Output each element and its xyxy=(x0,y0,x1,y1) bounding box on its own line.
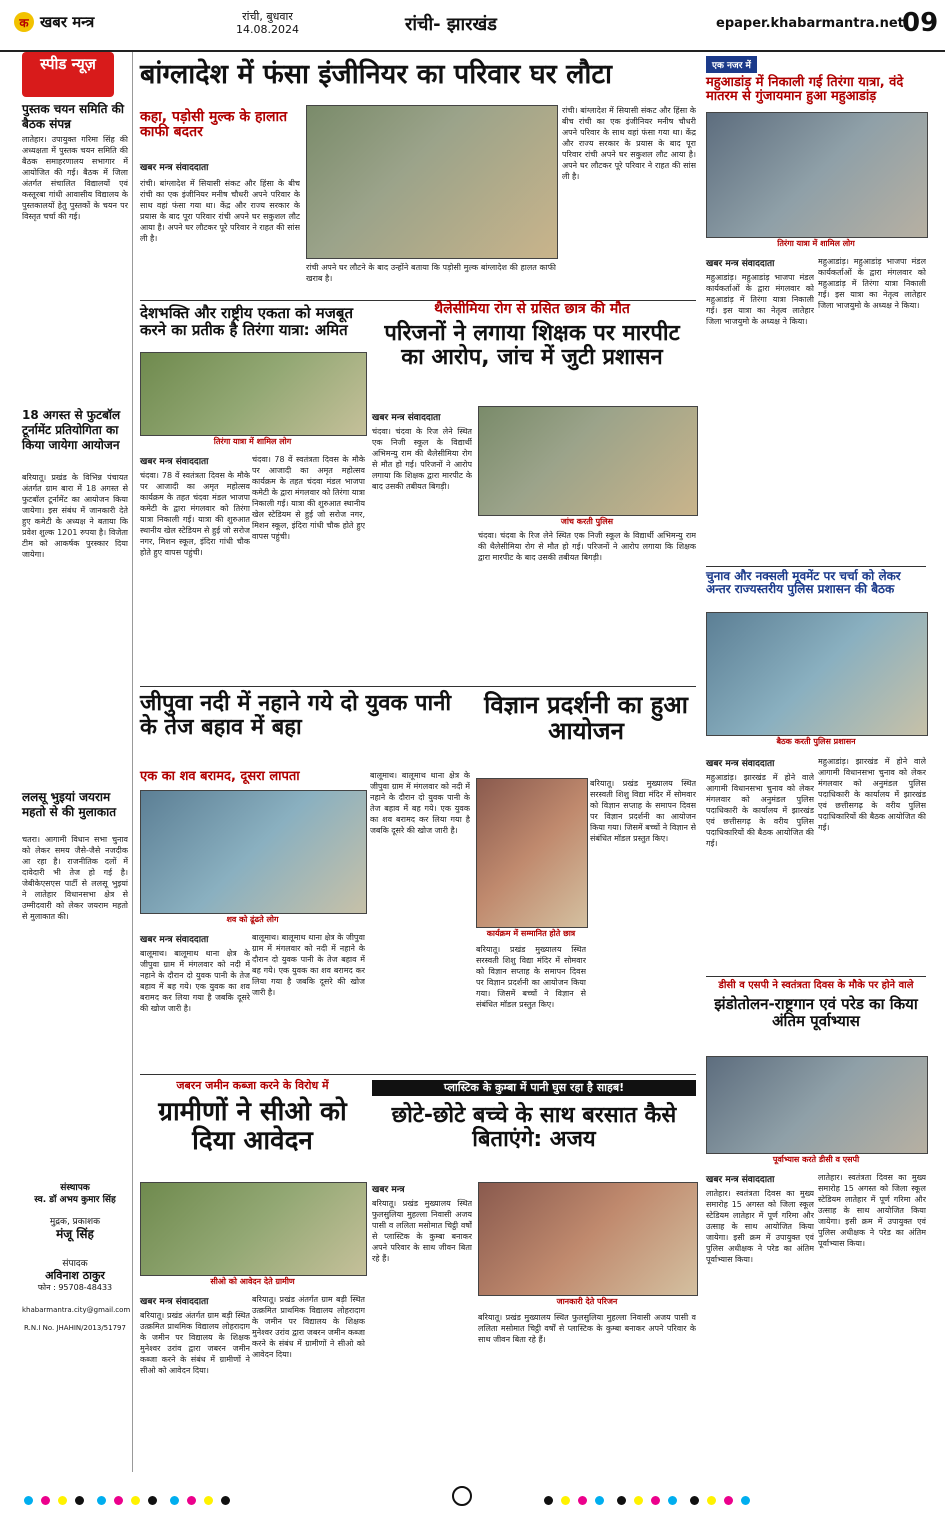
photo-caption: तिरंगा यात्रा में शामिल लोग xyxy=(706,238,926,249)
monsoon-body-continued: बरियातू। प्रखंड मुख्यालय स्थित फुलसुलिया मुहल्ला निवासी अजय पासी व ललिता मसोमात चिट्ठी वर्षों से प्लास्टिक के कुम्बा बनाकर अपने परिवार के साथ जीवन बिता रहे हैं। xyxy=(478,1313,696,1344)
brand-logo-icon: क xyxy=(14,12,34,32)
page-number: 09 xyxy=(902,8,939,38)
photo-caption: सीओ को आवेदन देते ग्रामीण xyxy=(140,1276,365,1287)
divider xyxy=(706,566,926,567)
item-title: 18 अगस्त से फुटबॉल टूर्नामेंट प्रतियोगिता का किया जायेगा आयोजन xyxy=(22,408,121,452)
divider xyxy=(140,686,696,687)
imprint xyxy=(22,1182,131,1334)
rehearsal-headline: झंडोतोलन-राष्ट्रगान एवं परेड का किया अंतिम पूर्वाभ्यास xyxy=(714,995,918,1030)
thalassemia-photo xyxy=(478,406,698,516)
byline: खबर मन्त्र xyxy=(372,1185,405,1195)
photo-caption: जांच करती पुलिस xyxy=(478,516,696,527)
rehearsal-body: लातेहार। स्वतंत्रता दिवस का मुख्य समारोह 15 अगस्त को जिला स्कूल स्टेडियम लातेहार में पूर्ण गरिमा और उत्साह के साथ आयोजित किया जायेगा। इसी क्रम में उपायुक्त एवं पुलिस अधीक्षक ने परेड का अंतिम पूर्वाभ्यास किया। xyxy=(706,1189,814,1264)
founder: स्व. डॉ अभय कुमार सिंह xyxy=(34,1195,116,1205)
date: 14.08.2024 xyxy=(236,23,299,36)
page-header xyxy=(0,0,945,52)
land-body-continued: बरियातू। प्रखंड अंतर्गत ग्राम बड़ी स्थित उत्क्रमित प्राथमिक विद्यालय लोहरादाग के जमीन पर विद्यालय के शिक्षक मुनेश्वर उरांव द्वारा जबरन जमीन कब्जा करने के संबंध में ग्रामीणों ने सीओ को आवेदन दिया। xyxy=(252,1295,365,1359)
byline: खबर मन्त्र संवाददाता xyxy=(706,1175,775,1185)
divider xyxy=(706,976,926,977)
science-headline: विज्ञान प्रदर्शनी का हुआ आयोजन xyxy=(484,691,688,746)
drowning-body: बालूमाथ। बालूमाथ थाना क्षेत्र के जीपुवा ग्राम में मंगलवार को नदी में नहाने के दौरान दो युवक पानी के तेज बहाव में बह गये। एक युवक का शव बरामद कर लिया गया है जबकि दूसरे की खोज जारी है। xyxy=(140,949,250,1013)
land-photo xyxy=(140,1182,367,1276)
rni-number: R.N.I No. JHAHIN/2013/51797 xyxy=(24,1324,126,1332)
item-body: चतरा। आगामी विधान सभा चुनाव को लेकर समय जैसे-जैसे नजदीक आ रहा है। राजनीतिक दलों में दावेदारी भी तेज हो गई है। जेबीकेएसएस पार्टी से ललसू भुइयां ने लातेहार विधानसभा क्षेत्र से उम्मीदवारी को लेकर जयराम महतो से मुलाकात की। xyxy=(22,835,128,921)
monsoon-headline: छोटे-छोटे बच्चे के साथ बरसात कैसे बिताएंगे: अजय xyxy=(391,1103,677,1153)
lead-body: रांची। बांग्लादेश में सियासी संकट और हिंसा के बीच रांची का एक इंजीनियर मनीष चौधरी अपने परिवार के साथ वहां फंसा गया था। केंद्र और राज्य सरकार के प्रयास के बाद पूरा परिवार रांची अपने घर सकुशल लौट आया है। अपने घर लौटकर पूरे परिवार ने राहत की सांस ली है। xyxy=(140,179,300,243)
science-photo xyxy=(476,778,588,928)
publisher-label: मुद्रक, प्रकाशक xyxy=(49,1217,101,1227)
registration-dots-left xyxy=(20,1490,234,1509)
drowning-body-continued: बालूमाथ। बालूमाथ थाना क्षेत्र के जीपुवा ग्राम में मंगलवार को नदी में नहाने के दौरान दो युवक पानी के तेज बहाव में बह गये। एक युवक का शव बरामद कर लिया गया है जबकि दूसरे की खोज जारी है। xyxy=(370,771,470,835)
monsoon-photo xyxy=(478,1182,698,1296)
drowning-headline: जीपुवा नदी में नहाने गये दो युवक पानी के तेज बहाव में बहा xyxy=(140,691,452,741)
science-body: बरियातू। प्रखंड मुख्यालय स्थित सरस्वती शिशु विद्या मंदिर में सोमवार को विज्ञान सप्ताह के समापन दिवस पर विज्ञान प्रदर्शनी का आयोजन किया गया। जिसमें बच्चों ने विज्ञान से संबंधित मॉडल प्रस्तुत किए। xyxy=(476,945,586,1009)
drowning-body-continued: बालूमाथ। बालूमाथ थाना क्षेत्र के जीपुवा ग्राम में मंगलवार को नदी में नहाने के दौरान दो युवक पानी के तेज बहाव में बह गये। एक युवक का शव बरामद कर लिया गया है जबकि दूसरे की खोज जारी है। xyxy=(252,933,365,997)
photo-caption: रांची अपने घर लौटने के बाद उन्होंने बताया कि पड़ोसी मुल्क बांग्लादेश की हालत काफी खराब है। xyxy=(306,263,556,283)
byline: खबर मन्त्र संवाददाता xyxy=(706,259,775,269)
print-registration-bar xyxy=(0,1478,945,1517)
photo-caption: शव को ढूंढते लोग xyxy=(140,914,365,925)
thalassemia-kicker: थैलेसीमिया रोग से ग्रसित छात्र की मौत xyxy=(434,301,630,317)
drowning-photo xyxy=(140,790,367,914)
publisher: मंजू सिंह xyxy=(56,1227,94,1241)
mahuadanr-headline: महुआडांड़ में निकाली गई तिरंगा यात्रा, वंदे मातरम से गुंजायमान हुआ महुआडांड़ xyxy=(706,75,904,105)
tiranga-headline: देशभक्ति और राष्ट्रीय एकता को मजबूत करने का प्रतीक है तिरंगा यात्रा: अमित xyxy=(140,304,354,339)
byline: खबर मन्त्र संवाददाता xyxy=(140,935,209,945)
thalassemia-body: चंदवा। चंदवा के रिज लेने स्थित एक निजी स्कूल के विद्यार्थी अभिमन्यु राम की थैलेसीमिया रोग से मौत हो गई। परिजनों ने आरोप लगाया कि शिक्षक द्वारा मारपीट के बाद उसकी तबीयत बिगड़ी। xyxy=(372,427,472,491)
mahuadanr-photo xyxy=(706,112,928,238)
registration-dots-right xyxy=(540,1490,754,1509)
thalassemia-headline: परिजनों ने लगाया शिक्षक पर मारपीट का आरोप, जांच में जुटी प्रशासन xyxy=(384,321,680,371)
city-day: रांची, बुधवार xyxy=(242,10,293,23)
science-body-continued: बरियातू। प्रखंड मुख्यालय स्थित सरस्वती शिशु विद्या मंदिर में सोमवार को विज्ञान सप्ताह के समापन दिवस पर विज्ञान प्रदर्शनी का आयोजन किया गया। जिसमें बच्चों ने विज्ञान से संबंधित मॉडल प्रस्तुत किए। xyxy=(590,779,696,843)
land-kicker: जबरन जमीन कब्जा करने के विरोध में xyxy=(176,1079,329,1092)
speed-news-badge: स्पीड न्यूज़ xyxy=(22,52,114,97)
byline: खबर मन्त्र संवाददाता xyxy=(372,413,441,423)
byline: खबर मन्त्र संवाददाता xyxy=(140,1297,209,1307)
epaper-url[interactable]: epaper.khabarmantra.net xyxy=(716,16,904,31)
rehearsal-body-continued: लातेहार। स्वतंत्रता दिवस का मुख्य समारोह 15 अगस्त को जिला स्कूल स्टेडियम लातेहार में पूर्ण गरिमा और उत्साह के साथ आयोजित किया जायेगा। इसी क्रम में उपायुक्त एवं पुलिस अधीक्षक ने परेड का अंतिम पूर्वाभ्यास किया। xyxy=(818,1173,926,1248)
item-body: लातेहार। उपायुक्त गरिमा सिंह की अध्यक्षता में पुस्तक चयन समिति की बैठक समाहरणालय सभागार में आयोजित की गई। बैठक में जिला अंतर्गत संचालित विद्यालयों एवं कस्तूरबा गांधी आवासीय विद्यालय के पुस्तकालयों हेतु पुस्तकों के चयन पर विस्तृत चर्चा की गई। xyxy=(22,135,128,221)
tiranga-body-continued: चंदवा। 78 वें स्वतंत्रता दिवस के मौके पर आजादी का अमृत महोत्सव कार्यक्रम के तहत चंदवा मंडल भाजपा कमेटी के द्वारा मंगलवार को तिरंगा यात्रा निकाली गई। यात्रा की शुरुआत स्थानीय खेल स्टेडियम से हुई जो सरोज नगर, मिशन स्कूल, इंदिरा गांधी चौक होते हुए वापस पहुंची। xyxy=(252,455,365,541)
photo-caption: बैठक करती पुलिस प्रशासन xyxy=(706,736,926,747)
land-headline: ग्रामीणों ने सीओ को दिया आवेदन xyxy=(158,1097,347,1156)
monsoon-kicker: प्लास्टिक के कुम्बा में पानी घुस रहा है साहब! xyxy=(372,1080,696,1096)
tiranga-photo xyxy=(140,352,367,436)
lead-photo xyxy=(306,105,558,259)
lead-body-continued: रांची। बांग्लादेश में सियासी संकट और हिंसा के बीच रांची का एक इंजीनियर मनीष चौधरी अपने परिवार के साथ वहां फंसा गया था। केंद्र और राज्य सरकार के प्रयास के बाद पूरा परिवार रांची अपने घर सकुशल लौट आया है। अपने घर लौटकर पूरे परिवार ने राहत की सांस ली है। xyxy=(562,106,696,181)
lead-headline: बांग्लादेश में फंसा इंजीनियर का परिवार घर लौटा xyxy=(140,59,613,90)
item-body: बरियातू। प्रखंड के विभिन्न पंचायत अंतर्गत ग्राम बारा में 18 अगस्त से फुटबॉल टूर्नामेंट का आयोजन किया जायेगा। इस संबंध में जानकारी देते हुए कमेटी के अध्यक्ष ने बताया कि प्रवेश शुल्क 1201 रुपया है। विजेता टीम को आकर्षक पुरस्कार दिया जायेगा। xyxy=(22,473,128,559)
rehearsal-kicker: डीसी व एसपी ने स्वतंत्रता दिवस के मौके पर होने वाले xyxy=(718,980,914,991)
item-title: ललसू भुइयां जयराम महतो से की मुलाकात xyxy=(22,790,117,819)
photo-caption: तिरंगा यात्रा में शामिल लोग xyxy=(140,436,365,447)
monsoon-body: बरियातू। प्रखंड मुख्यालय स्थित फुलसुलिया मुहल्ला निवासी अजय पासी व ललिता मसोमात चिट्ठी वर्षों से प्लास्टिक के कुम्बा बनाकर अपने परिवार के साथ जीवन बिता रहे हैं। xyxy=(372,1199,472,1263)
mahuadanr-body-continued: महुआडांड़। महुआडांड़ भाजपा मंडल कार्यकर्ताओं के द्वारा मंगलवार को महुआडांड़ में तिरंगा यात्रा निकाली गई। इस यात्रा का नेतृत्व लातेहार जिला भाजयुमो के अध्यक्ष ने किया। xyxy=(818,257,926,310)
ek-nazar-badge: एक नजर में xyxy=(706,56,757,73)
photo-caption: जानकारी देते परिजन xyxy=(478,1296,696,1307)
lead-kicker: कहा, पड़ोसी मुल्क के हालात काफी बदतर xyxy=(140,109,288,141)
photo-caption: कार्यक्रम में सम्मानित होते छात्र xyxy=(476,928,586,939)
tiranga-body: चंदवा। 78 वें स्वतंत्रता दिवस के मौके पर आजादी का अमृत महोत्सव कार्यक्रम के तहत चंदवा मंडल भाजपा कमेटी के द्वारा मंगलवार को तिरंगा यात्रा निकाली गई। यात्रा की शुरुआत स्थानीय खेल स्टेडियम से हुई जो सरोज नगर, मिशन स्कूल, इंदिरा गांधी चौक होते हुए वापस पहुंची। xyxy=(140,471,250,557)
photo-caption: पूर्वाभ्यास करते डीसी व एसपी xyxy=(706,1154,926,1165)
dateline xyxy=(236,10,299,36)
thalassemia-body-continued: चंदवा। चंदवा के रिज लेने स्थित एक निजी स्कूल के विद्यार्थी अभिमन्यु राम की थैलेसीमिया रोग से मौत हो गई। परिजनों ने आरोप लगाया कि शिक्षक द्वारा मारपीट के बाद उसकी तबीयत बिगड़ी। xyxy=(478,531,696,562)
crosshair-icon xyxy=(452,1486,472,1506)
rehearsal-photo xyxy=(706,1056,928,1154)
editor: अविनाश ठाकुर xyxy=(45,1269,105,1282)
drowning-kicker: एक का शव बरामद, दूसरा लापता xyxy=(140,769,300,784)
police-meet-body-continued: महुआडांड़। झारखंड में होने वाले आगामी विधानसभा चुनाव को लेकर मंगलवार को अनुमंडल पुलिस पदाधिकारी के कार्यालय में झारखंड एवं छत्तीसगढ़ के वरीय पुलिस पदाधिकारियों की बैठक आयोजित की गई। xyxy=(818,757,926,832)
land-body: बरियातू। प्रखंड अंतर्गत ग्राम बड़ी स्थित उत्क्रमित प्राथमिक विद्यालय लोहरादाग के जमीन पर विद्यालय के शिक्षक मुनेश्वर उरांव द्वारा जबरन जमीन कब्जा करने के संबंध में ग्रामीणों ने सीओ को आवेदन दिया। xyxy=(140,1311,250,1375)
brand xyxy=(14,12,94,32)
phone: फोन : 95708-48433 xyxy=(37,1283,113,1292)
imprint-title: संस्थापक xyxy=(60,1183,90,1193)
editor-label: संपादक xyxy=(62,1259,88,1269)
police-meet-photo xyxy=(706,612,928,736)
email[interactable]: khabarmantra.city@gmail.com xyxy=(22,1306,131,1314)
byline: खबर मन्त्र संवाददाता xyxy=(706,759,775,769)
mahuadanr-body: महुआडांड़। महुआडांड़ भाजपा मंडल कार्यकर्ताओं के द्वारा मंगलवार को महुआडांड़ में तिरंगा यात्रा निकाली गई। इस यात्रा का नेतृत्व लातेहार जिला भाजयुमो के अध्यक्ष ने किया। xyxy=(706,273,814,326)
divider xyxy=(140,1074,696,1075)
police-meet-headline: चुनाव और नक्सली मूवमेंट पर चर्चा को लेकर अन्तर राज्यस्तरीय पुलिस प्रशासन की बैठक xyxy=(706,569,901,597)
section-title: रांची- झारखंड xyxy=(405,14,497,35)
byline: खबर मन्त्र संवाददाता xyxy=(140,163,209,173)
brand-name: खबर मन्त्र xyxy=(40,13,95,31)
left-column xyxy=(20,52,133,1472)
police-meet-body: महुआडांड़। झारखंड में होने वाले आगामी विधानसभा चुनाव को लेकर मंगलवार को अनुमंडल पुलिस पदाधिकारी के कार्यालय में झारखंड एवं छत्तीसगढ़ के वरीय पुलिस पदाधिकारियों की बैठक आयोजित की गई। xyxy=(706,773,814,848)
byline: खबर मन्त्र संवाददाता xyxy=(140,457,209,467)
item-title: पुस्तक चयन समिति की बैठक संपन्न xyxy=(22,102,124,131)
